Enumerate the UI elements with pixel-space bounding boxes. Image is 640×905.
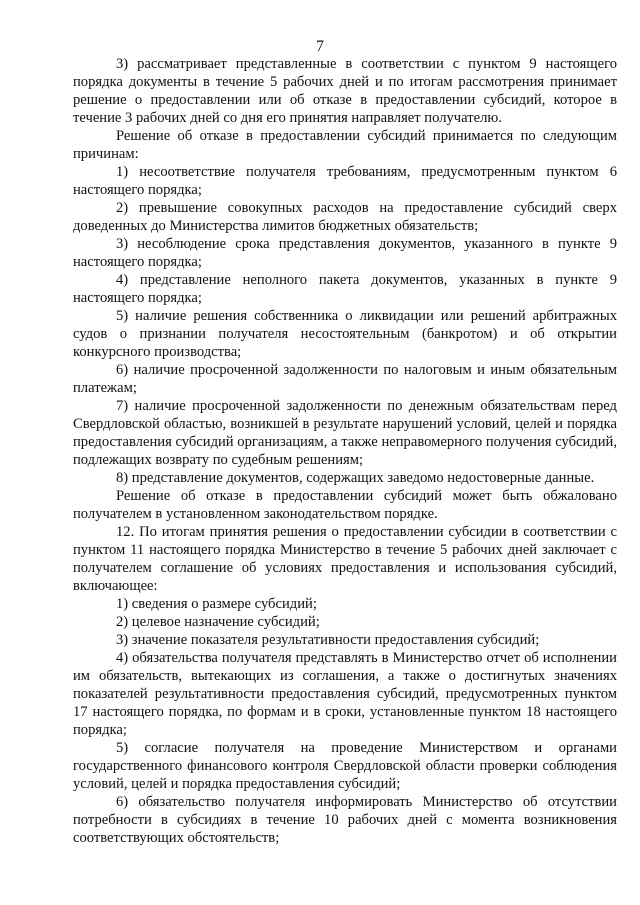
list-item-agreement-3: 3) значение показателя результативности предоставления субсидий; — [116, 632, 540, 648]
list-item-reason-3: 3) несоблюдение срока представления документов, указанного в пункте 9 настоящего порядка; — [73, 236, 617, 270]
list-item-agreement-5: 5) согласие получателя на проведение Министерством и органами государственного финансового контроля Свердловской области проверки соблюдения условий, целей и порядка предоставления субсидий; — [73, 740, 617, 792]
list-item-agreement-2: 2) целевое назначение субсидий; — [116, 614, 320, 630]
paragraph-appeal: Решение об отказе в предоставлении субсидий может быть обжаловано получателем в установленном законодательством порядке. — [73, 488, 617, 522]
list-item-reason-1: 1) несоответствие получателя требованиям, предусмотренным пунктом 6 настоящего порядка; — [73, 164, 617, 198]
list-item-reason-7: 7) наличие просроченной задолженности по денежным обязательствам перед Свердловской областью, возникшей в результате нарушений условий, целей и порядка предоставления субсидий организациям, а также неправомерного получения субсидий, подлежащих возврату по судебным решениям; — [73, 398, 617, 468]
paragraph-3-review: 3) рассматривает представленные в соответствии с пунктом 9 настоящего порядка документы в течение 5 рабочих дней и по итогам рассмотрения принимает решение о предоставлении или об отказе в предоставлении субсидий, которое в течение 3 рабочих дней со дня его принятия направляет получателю. — [73, 56, 617, 126]
list-item-agreement-4: 4) обязательства получателя представлять в Министерство отчет об исполнении им обязательств, вытекающих из соглашения, а также о достигнутых значениях показателей результативности предоставления субсидий, предусмотренных пунктом 17 настоящего порядка, по формам и в сроки, установленные пунктом 18 настоящего порядка; — [73, 650, 617, 738]
list-item-agreement-1: 1) сведения о размере субсидий; — [116, 596, 317, 612]
list-item-reason-8: 8) представление документов, содержащих заведомо недостоверные данные. — [116, 470, 595, 486]
paragraph-12-agreement: 12. По итогам принятия решения о предоставлении субсидии в соответствии с пунктом 11 настоящего порядка Министерство в течение 5 рабочих дней заключает с получателем соглашение об условиях предоставления и использования субсидий, включающее: — [73, 524, 617, 594]
list-item-agreement-6: 6) обязательство получателя информировать Министерство об отсутствии потребности в субсидиях в течение 10 рабочих дней с момента возникновения соответствующих обстоятельств; — [73, 794, 617, 846]
list-item-reason-5: 5) наличие решения собственника о ликвидации или решений арбитражных судов о признании получателя несостоятельным (банкротом) и об открытии конкурсного производства; — [73, 308, 617, 360]
body-text — [73, 55, 617, 847]
list-item-reason-2: 2) превышение совокупных расходов на предоставление субсидий сверх доведенных до Министерства лимитов бюджетных обязательств; — [73, 200, 617, 234]
paragraph-refusal-reasons-intro: Решение об отказе в предоставлении субсидий принимается по следующим причинам: — [73, 128, 617, 162]
list-item-reason-4: 4) представление неполного пакета документов, указанных в пункте 9 настоящего порядка; — [73, 272, 617, 306]
list-item-reason-6: 6) наличие просроченной задолженности по налоговым и иным обязательным платежам; — [73, 362, 617, 396]
page-number: 7 — [316, 38, 324, 55]
